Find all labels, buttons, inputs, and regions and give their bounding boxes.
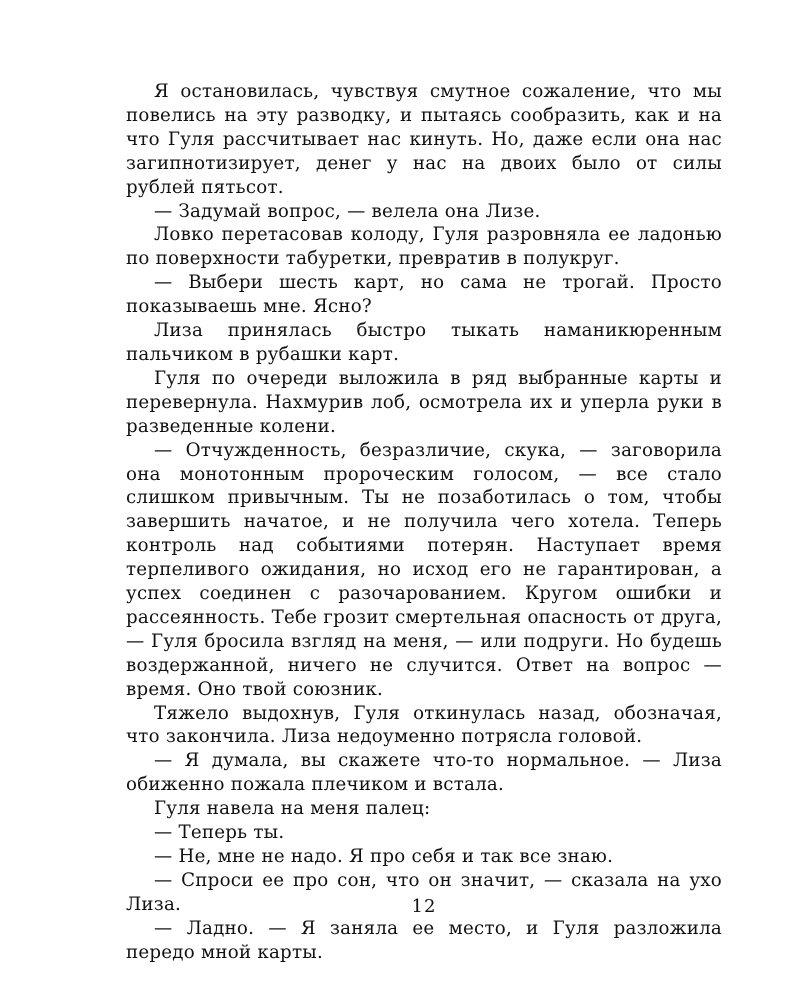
book-page xyxy=(126,80,722,980)
paragraph: Ловко перетасовав колоду, Гуля разровняла ее ладонью по поверхности табуретки, превратив в полукруг. xyxy=(126,224,722,270)
paragraph: Я остановилась, чувствуя смутное сожаление, что мы повелись на эту разводку, и пытаясь сообразить, как и на что Гуля рассчитывает нас кинуть. Но, даже если она нас загипнотизирует, денег у нас на двоих было от силы рублей пятьсот. xyxy=(126,81,722,198)
paragraph: Тяжело выдохнув, Гуля откинулась назад, обозначая, что закончила. Лиза недоуменно потрясла головой. xyxy=(126,702,722,748)
body-text xyxy=(126,80,722,965)
page-number: 12 xyxy=(411,896,437,917)
paragraph: Гуля навела на меня палец: xyxy=(154,798,431,820)
paragraph: — Ладно. — Я заняла ее место, и Гуля разложила передо мной карты. xyxy=(126,917,722,963)
paragraph: — Не, мне не надо. Я про себя и так все знаю. xyxy=(154,846,614,867)
paragraph: — Задумай вопрос, — велела она Лизе. xyxy=(154,200,541,222)
paragraph: — Спроси ее про сон, что он значит, — сказала на ухо Лиза. xyxy=(126,869,722,915)
paragraph: — Выбери шесть карт, но сама не трогай. Просто показываешь мне. Ясно? xyxy=(126,272,722,318)
paragraph: Гуля по очереди выложила в ряд выбранные карты и перевернула. Нахмурив лоб, осмотрела их и уперла руки в разведенные колени. xyxy=(126,367,722,437)
paragraph: — Отчужденность, безразличие, скука, — заговорила она монотонным пророческим голосом, — все стало слишком привычным. Ты не позаботилась о том, чтобы завершить начатое, и не получила чего хотела. Теперь контроль над событиями потерян. Наступает время терпеливого ожидания, но исход его не гарантирован, а успех соединен с разочарованием. Кругом ошибки и рассеянность. Тебе грозит смертельная опасность от друга, — Гуля бросила взгляд на меня, — или подруги. Но будешь воздержанной, ничего не случится. Ответ на вопрос — время. Оно твой союзник. xyxy=(126,439,722,700)
paragraph: — Теперь ты. xyxy=(154,822,285,844)
paragraph: Лиза принялась быстро тыкать наманикюренным пальчиком в рубашки карт. xyxy=(126,320,722,365)
paragraph: — Я думала, вы скажете что-то нормальное. — Лиза обиженно пожала плечиком и встала. xyxy=(126,750,722,796)
